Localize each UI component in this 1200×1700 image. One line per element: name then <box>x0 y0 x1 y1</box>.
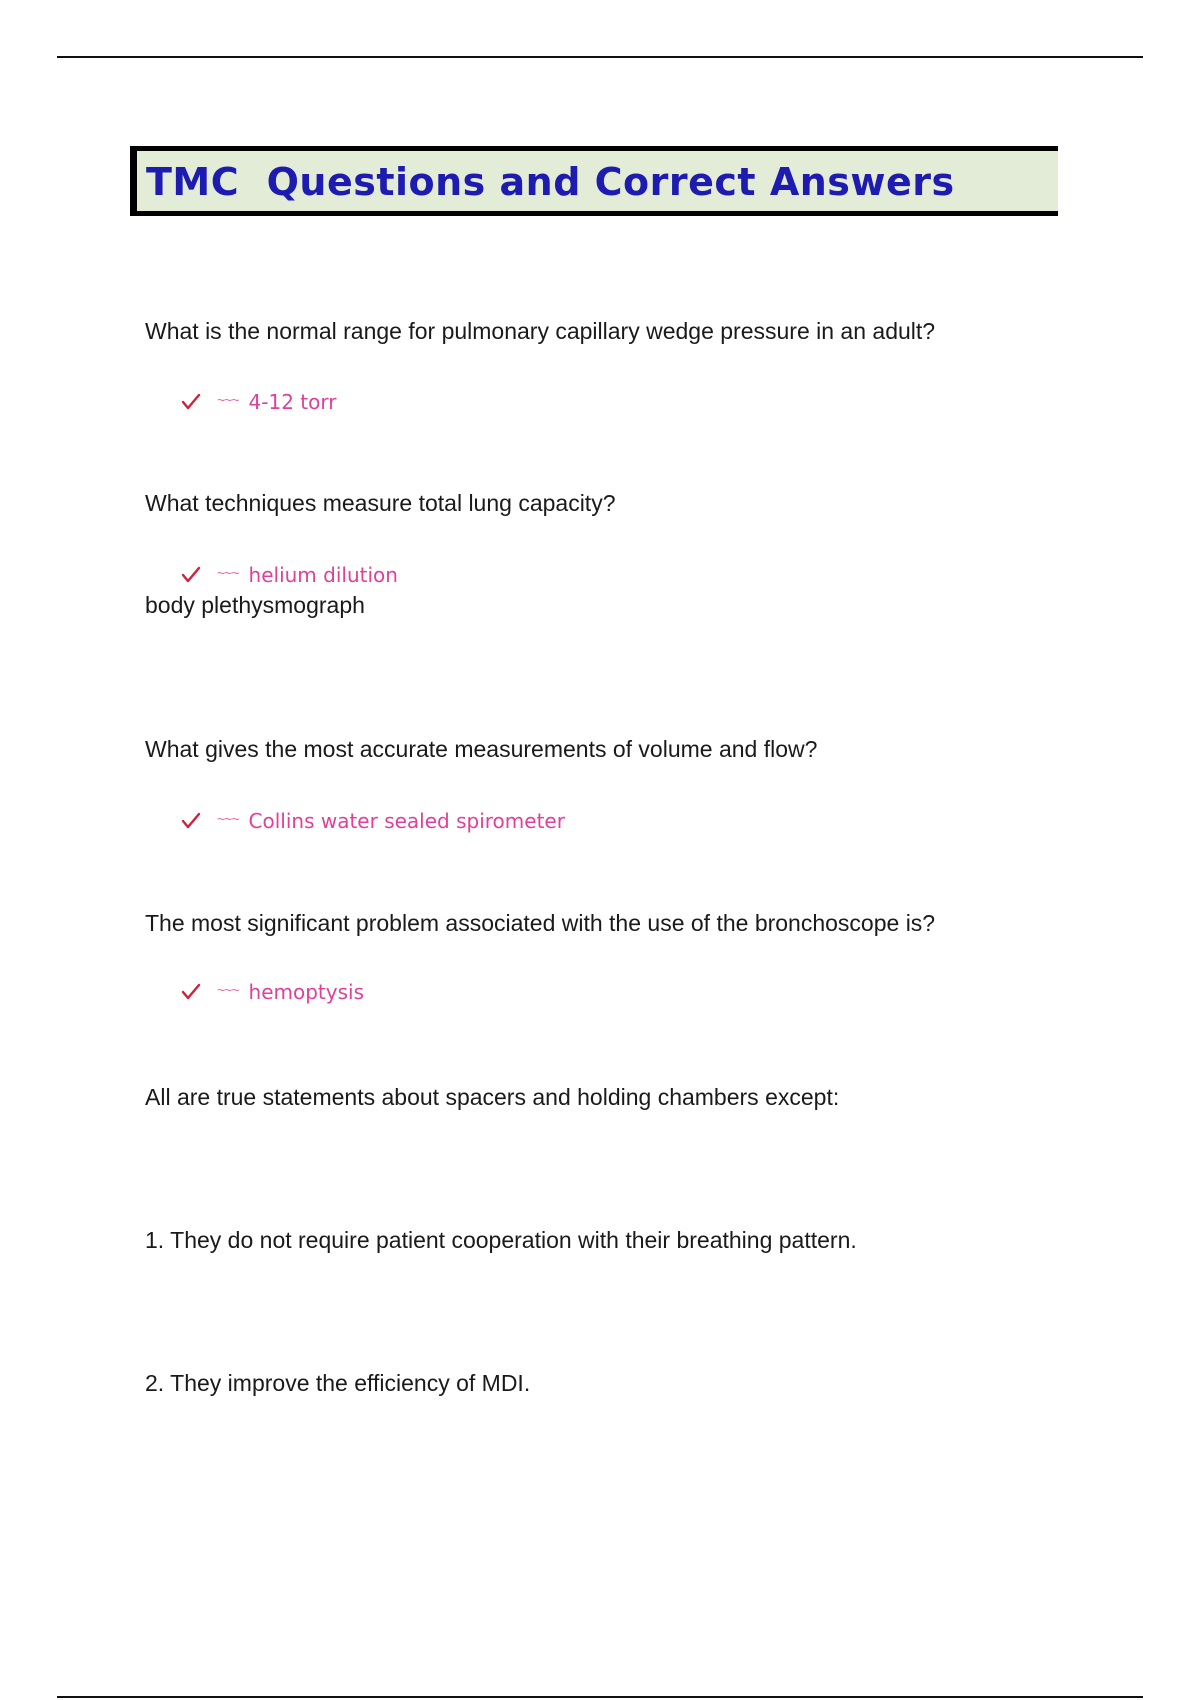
header-rule <box>57 56 1143 58</box>
footer-rule <box>57 1696 1143 1698</box>
answer-text: 4-12 torr <box>248 390 337 414</box>
title-banner <box>130 146 1058 216</box>
check-icon <box>181 811 201 831</box>
question-5: All are true statements about spacers and holding chambers except: <box>145 1084 840 1110</box>
answer-2 <box>181 560 398 590</box>
option-2: 2. They improve the efficiency of MDI. <box>145 1370 531 1396</box>
answer-4 <box>181 977 364 1007</box>
question-2: What techniques measure total lung capacity? <box>145 490 616 516</box>
question-4: The most significant problem associated with the use of the bronchoscope is? <box>145 910 936 936</box>
answer-1 <box>181 387 336 417</box>
answer-marker: ~~~ <box>217 392 239 408</box>
question-3: What gives the most accurate measurements of volume and flow? <box>145 736 818 762</box>
answer-text: helium dilution <box>248 563 398 587</box>
check-icon <box>181 565 201 585</box>
answer-marker: ~~~ <box>217 811 239 827</box>
answer-3 <box>181 806 565 836</box>
option-1: 1. They do not require patient cooperation with their breathing pattern. <box>145 1227 857 1253</box>
answer-2-extra: body plethysmograph <box>145 592 365 618</box>
page-title: TMC Questions and Correct Answers <box>146 160 955 204</box>
answer-text: Collins water sealed spirometer <box>248 809 565 833</box>
answer-marker: ~~~ <box>217 565 239 581</box>
check-icon <box>181 392 201 412</box>
answer-marker: ~~~ <box>217 982 239 998</box>
check-icon <box>181 982 201 1002</box>
question-1: What is the normal range for pulmonary capillary wedge pressure in an adult? <box>145 318 936 344</box>
answer-text: hemoptysis <box>248 980 364 1004</box>
